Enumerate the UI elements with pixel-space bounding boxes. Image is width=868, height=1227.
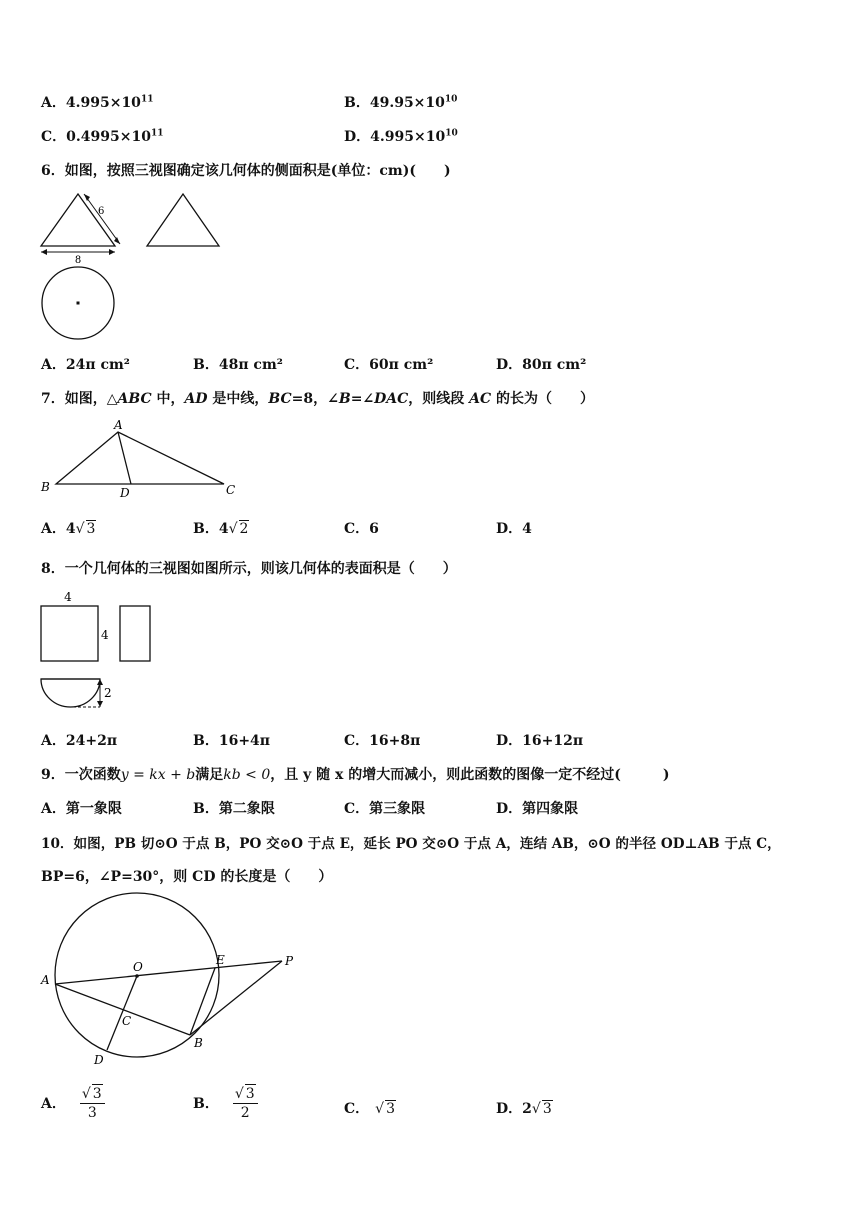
q5-option-a: A．$4.995\times 10^{11}$ xyxy=(41,94,154,111)
q8-option-a: A．24+2π xyxy=(41,733,118,749)
q8-stem: 8．一个几何体的三视图如图所示，则该几何体的表面积是（ ） xyxy=(41,561,457,577)
q9-option-d: D．第四象限 xyxy=(496,801,579,817)
q7-option-b: B．4√ 2 xyxy=(193,521,249,537)
q5-option-d: D．$4.995\times 10^{10}$ xyxy=(344,128,458,145)
q9-option-a: A．第一象限 xyxy=(41,801,122,817)
q8-side-length-label: 4 xyxy=(101,628,109,642)
q10-label-p: P xyxy=(285,954,294,968)
q10-stem-line1: 10．如图，PB 切⊙O 于点 B，PO 交⊙O 于点 E，延长 PO 交⊙O 于点 A，连结 AB，⊙O 的半径 OD⊥AB 于点 C， xyxy=(41,836,781,852)
q6-side-length-label: 6 xyxy=(98,206,105,217)
q7-option-a: A．4√ 3 xyxy=(41,521,96,537)
q6-option-c: C．60π cm² xyxy=(344,357,434,373)
q10-label-c: C xyxy=(122,1014,132,1028)
q8-height-label: 2 xyxy=(104,686,112,700)
q10-option-c: C． √ 3 xyxy=(344,1101,395,1117)
q10-option-b: B． $\frac{√ 3}{2}$ xyxy=(193,1084,258,1122)
q10-label-b: B xyxy=(194,1036,203,1050)
q7-option-c: C．6 xyxy=(344,521,379,537)
q10-option-a: A． $\frac{√ 3}{3}$ xyxy=(41,1084,105,1122)
q8-top-length-label: 4 xyxy=(64,590,72,604)
q10-label-e: E xyxy=(216,953,225,967)
q6-option-b: B．48π cm² xyxy=(193,357,283,373)
q7-triangle-figure xyxy=(38,415,248,505)
q7-label-c: C xyxy=(226,483,236,497)
q10-label-o: O xyxy=(133,960,143,974)
q9-option-c: C．第三象限 xyxy=(344,801,426,817)
q6-three-view-figure xyxy=(38,190,228,340)
q6-stem: 6．如图，按照三视图确定该几何体的侧面积是(单位：cm)( ) xyxy=(41,163,451,179)
q5-option-c: C．$0.4995\times 10^{11}$ xyxy=(41,128,164,145)
q8-option-c: C．16+8π xyxy=(344,733,421,749)
q7-stem: 7．如图，△ABC 中，AD 是中线，BC=8，∠B=∠DAC，则线段 AC 的长为（ ） xyxy=(41,391,595,407)
q10-stem-line2: BP=6，∠P=30°，则 CD 的长度是（ ） xyxy=(41,869,333,885)
q6-base-length-label: 8 xyxy=(74,255,82,266)
q10-option-d: D．2√ 3 xyxy=(496,1101,552,1117)
q10-label-d: D xyxy=(94,1053,104,1067)
q5-option-b: B．$49.95\times 10^{10}$ xyxy=(344,94,458,111)
q6-option-a: A．24π cm² xyxy=(41,357,130,373)
q9-option-b: B．第二象限 xyxy=(193,801,275,817)
q6-option-d: D．80π cm² xyxy=(496,357,587,373)
q9-stem: 9．一次函数y = kx + b满足kb < 0，且 y 随 x 的增大而减小，则此函数的图像一定不经过( ) xyxy=(41,767,670,783)
q8-three-view-figure xyxy=(38,588,168,713)
q7-label-a: A xyxy=(114,418,123,432)
q7-label-d: D xyxy=(120,486,130,500)
q10-circle-figure xyxy=(38,890,308,1070)
q10-label-a: A xyxy=(41,973,50,987)
q8-option-d: D．16+12π xyxy=(496,733,584,749)
q7-option-d: D．4 xyxy=(496,521,532,537)
q8-option-b: B．16+4π xyxy=(193,733,271,749)
q7-label-b: B xyxy=(41,480,50,494)
